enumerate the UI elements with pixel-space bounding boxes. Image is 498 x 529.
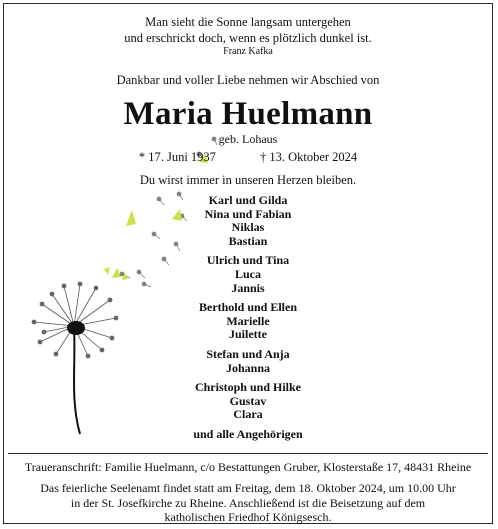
service-details (4, 481, 492, 525)
service-line: katholischen Friedhof Königsesch. (164, 510, 332, 525)
mourning-address: Traueranschrift: Familie Huelmann, c/o Bestattungen Gruber, Klosterstaße 17, 48431 Rheine (24, 460, 472, 474)
mourner-name: Jannis (231, 280, 265, 295)
mourners-list (4, 194, 492, 442)
quote (4, 14, 492, 46)
mourner-name: Juilette (229, 327, 267, 342)
mourner-name: Karl und Gilda (208, 193, 288, 207)
all-relatives: und alle Angehörigen (193, 426, 303, 441)
mourner-name: Nina und Fabian (204, 206, 292, 221)
service-line: in der St. Josefkirche zu Rheine. Anschließend ist die Beisetzung auf dem (70, 495, 426, 510)
mourner-name: Marielle (226, 313, 270, 328)
mourner-name: Bastian (228, 233, 268, 248)
family-group (4, 381, 492, 422)
quote-line: und erschrickt doch, wenn es plötzlich dunkel ist. (124, 31, 372, 45)
mourner-name: Berthold und Ellen (198, 300, 298, 315)
mourner-name: Luca (234, 266, 261, 281)
divider (8, 453, 488, 454)
quote-line: Man sieht die Sonne langsam untergehen (145, 15, 351, 29)
mourner-name: Ulrich und Tina (206, 253, 290, 268)
mourner-name: Gustav (229, 393, 267, 408)
mourner-name: Christoph und Hilke (194, 380, 302, 395)
obituary-card (3, 3, 493, 524)
intro-text: Dankbar und voller Liebe nehmen wir Abschied von (116, 73, 380, 87)
life-dates (4, 150, 492, 165)
mourner-name: Johanna (225, 360, 271, 375)
service-line: Das feierliche Seelenamt findet statt am Freitag, dem 18. Oktober 2024, um 10.00 Uhr (40, 481, 456, 495)
memory-text: Du wirst immer in unseren Herzen bleiben. (139, 173, 357, 187)
mourner-name: Stefan und Anja (206, 346, 290, 361)
family-group (4, 301, 492, 342)
mourner-name: Clara (233, 407, 263, 422)
death-date: † 13. Oktober 2024 (259, 150, 358, 164)
deceased-name: Maria Huelmann (123, 96, 373, 132)
quote-author: Franz Kafka (223, 46, 273, 57)
family-group (4, 194, 492, 248)
family-group (4, 348, 492, 375)
born-name: geb. Lohaus (218, 132, 278, 146)
family-group (4, 254, 492, 295)
birth-date: * 17. Juni 1937 (138, 150, 216, 164)
mourner-name: Niklas (231, 220, 265, 235)
